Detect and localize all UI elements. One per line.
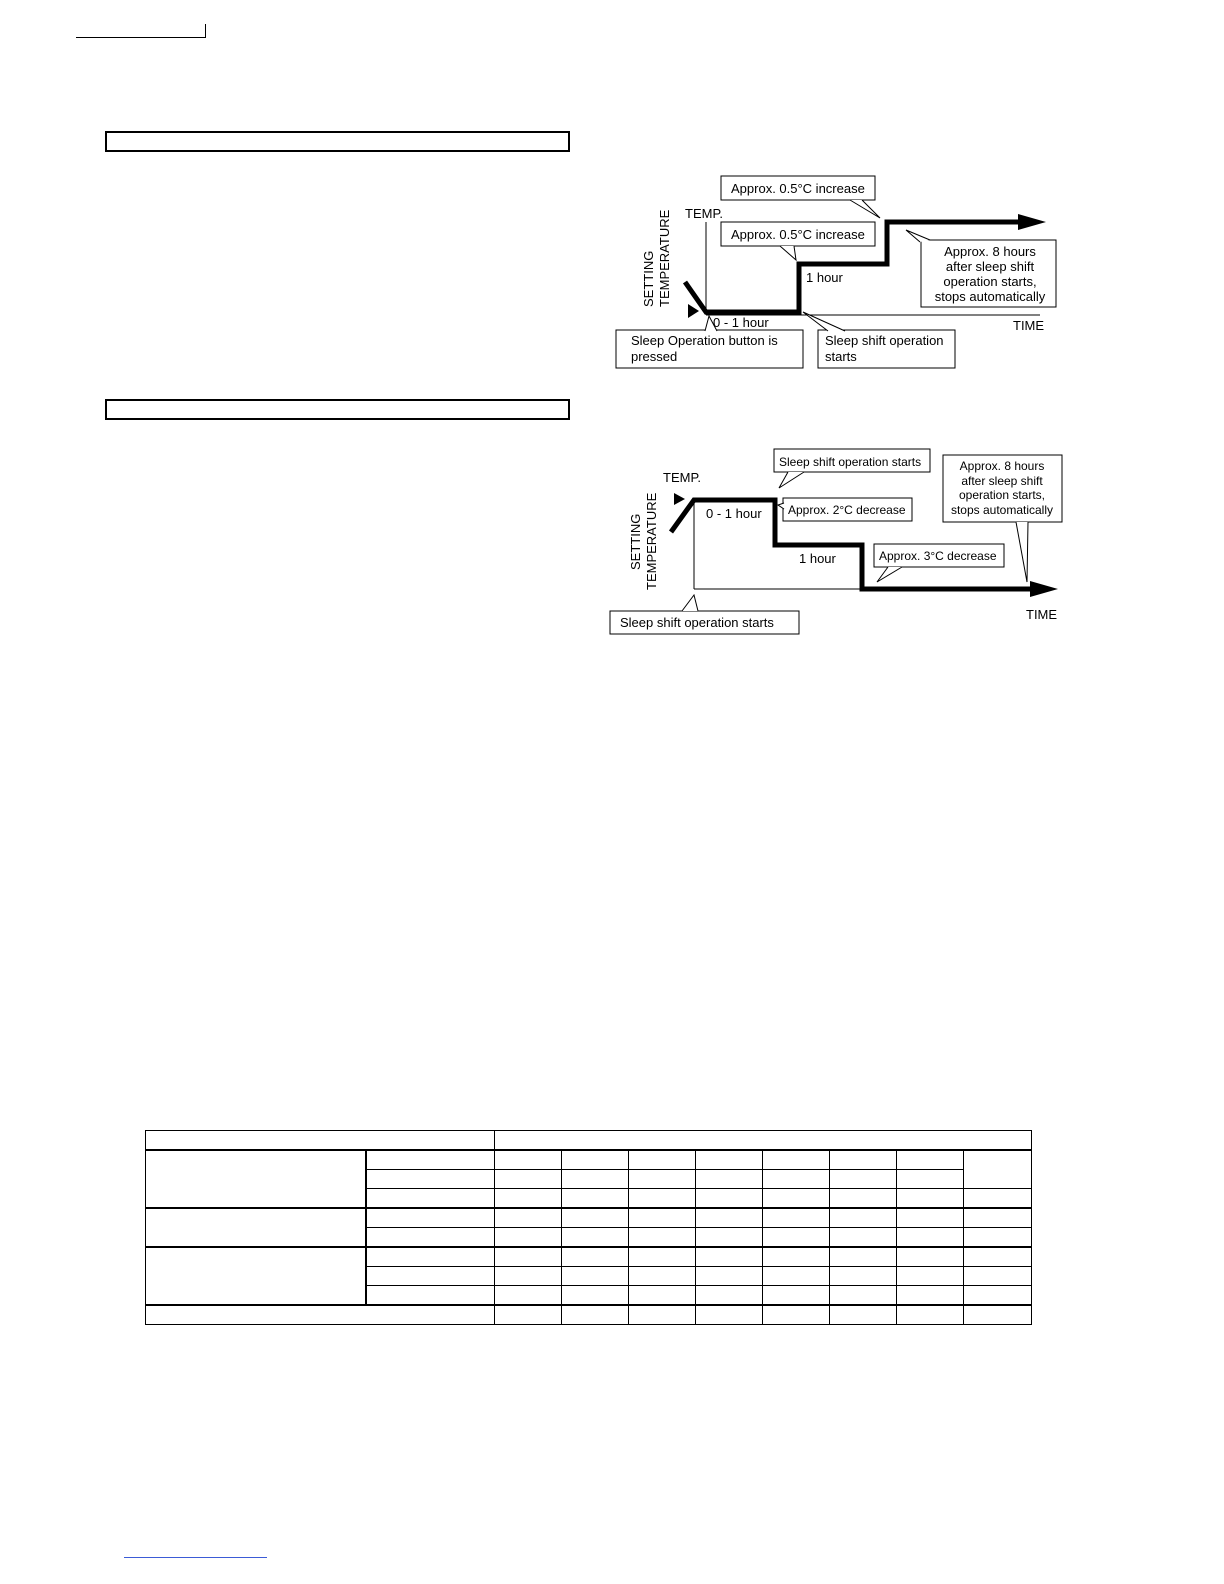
table-cell	[696, 1267, 763, 1286]
diagram2-time-label: TIME	[1026, 607, 1058, 622]
table-cell	[495, 1170, 562, 1189]
diagram1-callout-button-line1: Sleep Operation button is	[631, 333, 778, 348]
table-cell	[897, 1267, 964, 1286]
table-cell	[366, 1170, 495, 1189]
diagram1-ylabel-line2: TEMPERATURE	[657, 209, 672, 307]
diagram2-callout-decrease-2	[778, 498, 912, 521]
table-cell	[629, 1286, 696, 1306]
table-cell	[964, 1305, 1032, 1325]
diagram1-callout-stop	[906, 230, 1056, 307]
diagram1-setpoint-marker	[688, 304, 699, 318]
table-cell	[763, 1305, 830, 1325]
table-cell	[763, 1228, 830, 1248]
table-cell	[562, 1189, 629, 1209]
diagram1-interval-a: 0 - 1 hour	[713, 315, 769, 330]
table-cell	[495, 1228, 562, 1248]
diagram2-interval-a: 0 - 1 hour	[706, 506, 762, 521]
diagram1-interval-b: 1 hour	[806, 270, 843, 285]
diagram2-callout-decrease-2-text: Approx. 2°C decrease	[788, 503, 906, 517]
table-cell	[964, 1208, 1032, 1228]
table-cell	[366, 1228, 495, 1248]
table-cell	[830, 1150, 897, 1170]
table-cell	[629, 1247, 696, 1267]
table-cell	[696, 1228, 763, 1248]
diagram2-callout-shift-bottom	[610, 595, 799, 634]
diagram1-callout-increase-mid-text: Approx. 0.5°C increase	[731, 227, 865, 242]
table-cell	[964, 1150, 1032, 1189]
diagram2-temp-label: TEMP.	[663, 470, 702, 485]
table-cell	[763, 1189, 830, 1209]
table-cell	[696, 1286, 763, 1306]
table-header-cell	[146, 1131, 495, 1151]
table-header-cell	[495, 1131, 1032, 1151]
table-cell	[366, 1247, 495, 1267]
table-cell	[696, 1247, 763, 1267]
table-cell	[495, 1267, 562, 1286]
diagram2-callout-stop-line4: stops automatically	[950, 503, 1054, 517]
table-cell	[964, 1267, 1032, 1286]
diagram1-callout-shift	[803, 312, 955, 368]
table-cell	[830, 1247, 897, 1267]
table-cell	[629, 1305, 696, 1325]
diagram2-callout-decrease-3-text: Approx. 3°C decrease	[879, 549, 997, 563]
table-cell	[830, 1305, 897, 1325]
header-rule-tick	[205, 24, 206, 38]
diagram1-time-label: TIME	[1013, 318, 1045, 333]
sleep-heat-diagram	[600, 170, 1080, 380]
diagram2-callout-shift-top	[774, 449, 930, 488]
diagram1-callout-shift-line2: starts	[825, 349, 857, 364]
table-cell	[696, 1150, 763, 1170]
table-cell	[366, 1189, 495, 1209]
table-cell	[763, 1150, 830, 1170]
table-cell	[830, 1189, 897, 1209]
table-cell	[495, 1305, 562, 1325]
table-cell	[495, 1208, 562, 1228]
diagram2-callout-decrease-3	[874, 544, 1004, 582]
table-cell	[629, 1228, 696, 1248]
header-rule	[76, 37, 206, 38]
table-row	[146, 1305, 1032, 1325]
table-cell	[964, 1189, 1032, 1209]
table-cell	[629, 1208, 696, 1228]
diagram1-callout-button	[616, 316, 803, 368]
table-cell	[562, 1286, 629, 1306]
table-cell	[562, 1170, 629, 1189]
table-cell	[830, 1170, 897, 1189]
diagram2-callout-stop-line1: Approx. 8 hours	[959, 459, 1045, 473]
table-row	[146, 1247, 1032, 1267]
table-cell	[495, 1189, 562, 1209]
sleep-cool-diagram	[600, 445, 1080, 645]
table-cell	[897, 1228, 964, 1248]
table-cell	[897, 1247, 964, 1267]
diagram2-callout-stop-line2: after sleep shift	[961, 474, 1043, 488]
table-cell	[763, 1267, 830, 1286]
table-cell	[629, 1189, 696, 1209]
diagram1-callout-button-line2: pressed	[631, 349, 678, 364]
table-cell	[562, 1150, 629, 1170]
diagram1-callout-stop-line1: Approx. 8 hours	[944, 244, 1036, 259]
diagram2-ylabel-line2: TEMPERATURE	[644, 492, 659, 590]
table-cell	[964, 1286, 1032, 1306]
table-cell	[964, 1247, 1032, 1267]
table-row	[146, 1208, 1032, 1228]
table-cell	[629, 1267, 696, 1286]
table-cell	[897, 1286, 964, 1306]
diagram2-interval-b: 1 hour	[799, 551, 836, 566]
table-cell	[562, 1247, 629, 1267]
spec-table	[145, 1130, 1032, 1325]
table-cell	[562, 1208, 629, 1228]
table-cell	[830, 1228, 897, 1248]
table-cell	[763, 1247, 830, 1267]
diagram1-callout-stop-line4: stops automatically	[934, 289, 1046, 304]
diagram1-callout-shift-line1: Sleep shift operation	[825, 333, 944, 348]
table-cell	[897, 1208, 964, 1228]
table-cell	[366, 1208, 495, 1228]
table-cell	[964, 1228, 1032, 1248]
table-cell	[897, 1150, 964, 1170]
table-cell	[696, 1208, 763, 1228]
table-cell	[897, 1170, 964, 1189]
diagram2-setpoint-marker	[674, 493, 685, 505]
table-cell	[495, 1150, 562, 1170]
table-cell	[763, 1208, 830, 1228]
table-cell	[366, 1267, 495, 1286]
table-cell	[830, 1286, 897, 1306]
diagram1-temp-label: TEMP.	[685, 206, 724, 221]
table-cell	[562, 1305, 629, 1325]
diagram1-curve-arrowhead	[1018, 214, 1046, 230]
diagram2-curve-arrowhead	[1030, 581, 1058, 597]
table-cell	[366, 1286, 495, 1306]
table-cell	[495, 1286, 562, 1306]
diagram1-callout-increase-top-text: Approx. 0.5°C increase	[731, 181, 865, 196]
table-group-cell	[146, 1208, 366, 1247]
diagram1-callout-stop-line3: operation starts,	[943, 274, 1037, 289]
diagram2-callout-stop-line3: operation starts,	[958, 488, 1046, 502]
section-title-box-1	[105, 131, 570, 152]
table-group-cell	[146, 1150, 366, 1208]
diagram2-callout-shift-bottom-text: Sleep shift operation starts	[620, 615, 774, 630]
table-cell	[696, 1170, 763, 1189]
diagram2-callout-shift-top-text: Sleep shift operation starts	[779, 455, 922, 469]
table-row	[146, 1150, 1032, 1170]
diagram1-callout-increase-top	[721, 176, 880, 218]
table-cell	[366, 1150, 495, 1170]
table-cell	[562, 1228, 629, 1248]
table-row	[146, 1131, 1032, 1151]
diagram1-ylabel-line1: SETTING	[641, 250, 656, 307]
table-footer-cell	[146, 1305, 495, 1325]
section-title-box-2	[105, 399, 570, 420]
table-cell	[696, 1189, 763, 1209]
table-cell	[830, 1267, 897, 1286]
table-cell	[696, 1305, 763, 1325]
table-cell	[763, 1170, 830, 1189]
table-cell	[495, 1247, 562, 1267]
table-cell	[897, 1305, 964, 1325]
table-cell	[830, 1208, 897, 1228]
footer-link-underline[interactable]	[124, 1557, 267, 1558]
diagram2-ylabel-line1: SETTING	[628, 513, 643, 570]
table-cell	[897, 1189, 964, 1209]
table-cell	[629, 1170, 696, 1189]
table-cell	[763, 1286, 830, 1306]
diagram1-callout-increase-mid	[721, 222, 875, 260]
table-cell	[562, 1267, 629, 1286]
table-cell	[629, 1150, 696, 1170]
table-group-cell	[146, 1247, 366, 1305]
diagram1-callout-stop-line2: after sleep shift	[945, 259, 1035, 274]
